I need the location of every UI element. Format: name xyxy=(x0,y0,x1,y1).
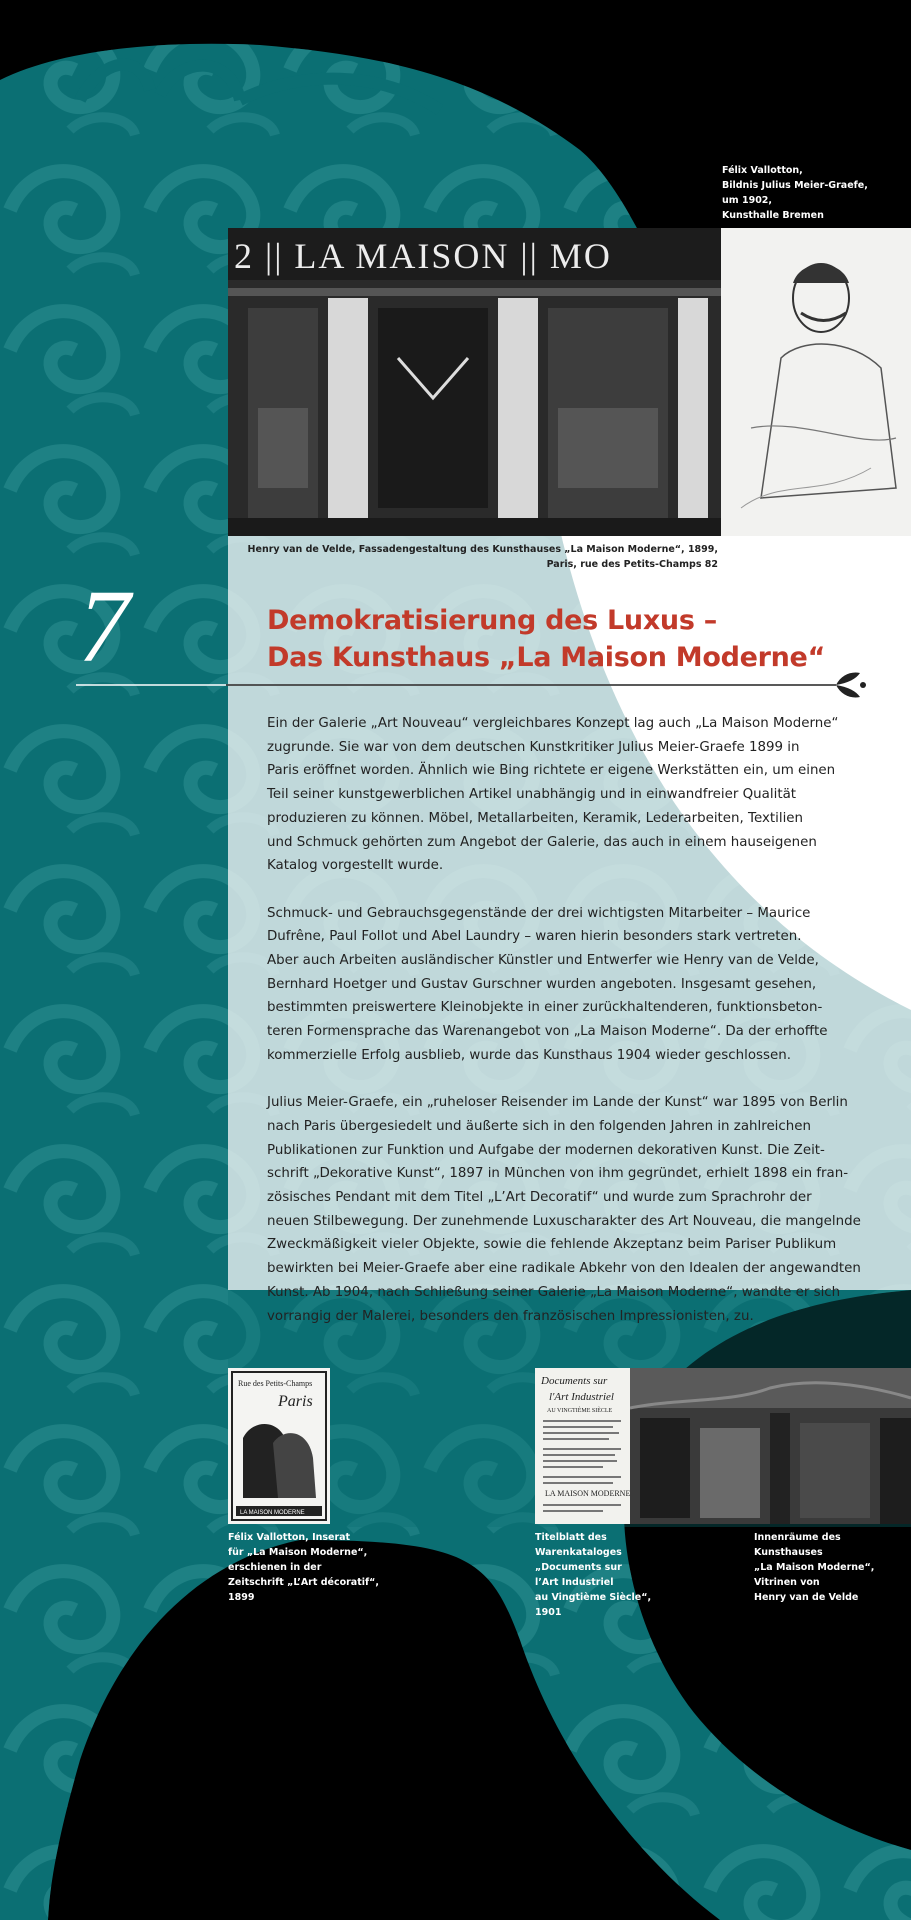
caption-line: l’Art Industriel xyxy=(535,1577,614,1588)
portrait-caption xyxy=(722,163,868,223)
body-text xyxy=(267,712,861,1328)
caption-line: Innenräume des xyxy=(754,1532,841,1543)
poster-footer: LA MAISON MODERNE xyxy=(240,1510,305,1516)
text-line: Kunst. Ab 1904, nach Schließung seiner Galerie „La Maison Moderne“, wandte er sich xyxy=(267,1284,841,1300)
leaf-ornament-icon xyxy=(836,673,866,698)
caption-line: au Vingtième Siècle“, xyxy=(535,1592,652,1603)
text-line: bestimmten preiswertere Kleinobjekte in einer zurückhaltenderen, funktionsbeton- xyxy=(267,1000,823,1016)
caption-line: Vitrinen von xyxy=(754,1577,820,1588)
text-line: vorrangig der Malerei, besonders den französischen Impressionisten, zu. xyxy=(267,1308,754,1324)
text-line: neuen Stilbewegung. Der zunehmende Luxuscharakter des Art Nouveau, die mangelnde xyxy=(267,1213,861,1229)
text-line: Ein der Galerie „Art Nouveau“ vergleichbares Konzept lag auch „La Maison Moderne“ xyxy=(267,716,839,731)
title-rule xyxy=(76,665,876,705)
text-line: Katalog vorgestellt wurde. xyxy=(267,858,444,874)
caption-line: Henry van de Velde, Fassadengestaltung des Kunsthauses „La Maison Moderne“, 1899, xyxy=(247,544,718,555)
catalog-line: LA MAISON MODERNE xyxy=(545,1489,630,1498)
facade-sign-text: 2 || LA MAISON || MO xyxy=(234,236,612,276)
caption-line: Félix Vallotton, Inserat xyxy=(228,1532,351,1543)
text-line: Publikationen zur Funktion und Aufgabe der modernen dekorativen Kunst. Die Zeit- xyxy=(267,1142,825,1158)
text-line: Schmuck- und Gebrauchsgegenstände der drei wichtigsten Mitarbeiter – Maurice xyxy=(267,905,811,921)
caption-line: Kunsthalle Bremen xyxy=(722,210,824,221)
caption-line: Bildnis Julius Meier-Graefe, xyxy=(722,180,868,191)
interior-caption xyxy=(754,1530,904,1605)
text-line: bewirkten bei Meier-Graefe aber eine radikale Abkehr von den Idealen der angewandten xyxy=(267,1261,861,1277)
text-line: und Schmuck gehörten zum Angebot der Galerie, das auch in einem hauseigenen xyxy=(267,834,817,850)
caption-line: 1899 xyxy=(228,1592,255,1603)
text-line: Dufrêne, Paul Follot und Abel Laundry – waren hierin besonders stark vertreten. xyxy=(267,929,802,945)
caption-line: Titelblatt des xyxy=(535,1532,607,1543)
text-line: Zweckmäßigkeit vieler Objekte, sowie die fehlende Akzeptanz beim Pariser Publikum xyxy=(267,1237,837,1253)
title-line: Das Kunsthaus „La Maison Moderne“ xyxy=(267,642,826,673)
catalog-caption xyxy=(535,1530,715,1620)
catalog-line: l'Art Industriel xyxy=(549,1391,614,1403)
paragraph-1 xyxy=(267,712,857,878)
catalog-line: Documents sur xyxy=(541,1375,608,1387)
portrait-sketch xyxy=(721,228,911,536)
caption-line: für „La Maison Moderne“, xyxy=(228,1547,368,1558)
poster-image xyxy=(228,1368,330,1524)
poster-title-line: Rue des Petits-Champs xyxy=(238,1379,313,1388)
caption-line: Paris, rue des Petits-Champs 82 xyxy=(546,559,718,570)
facade-caption xyxy=(228,542,718,572)
text-line: zugrunde. Sie war von dem deutschen Kunstkritiker Julius Meier-Graefe 1899 in xyxy=(267,739,800,755)
text-line: Paris eröffnet worden. Ähnlich wie Bing richtete er eigene Werkstätten ein, um einen xyxy=(267,763,836,779)
caption-line: „Documents sur xyxy=(535,1562,622,1573)
text-line: Julius Meier-Graefe, ein „ruheloser Reisender im Lande der Kunst“ war 1895 von Berlin xyxy=(267,1095,848,1111)
interior-photo xyxy=(630,1368,911,1524)
poster-title-line: Paris xyxy=(278,1393,313,1410)
text-line: teren Formensprache das Warenangebot von „La Maison Moderne“. Da der erhoffte xyxy=(267,1024,828,1040)
text-line: zösisches Pendant mit dem Titel „L’Art Decoratif“ und wurde zum Sprachrohr der xyxy=(267,1190,812,1206)
catalog-cover-image xyxy=(535,1368,630,1524)
catalog-line: AU VINGTIÈME SIÈCLE xyxy=(547,1408,613,1414)
caption-line: erschienen in der xyxy=(228,1562,322,1573)
text-line: Bernhard Hoetger und Gustav Gurschner wurden angeboten. Insgesamt gesehen, xyxy=(267,976,817,992)
text-line: Aber auch Arbeiten ausländischer Künstler und Entwerfer wie Henry van de Velde, xyxy=(267,953,819,969)
caption-line: „La Maison Moderne“, xyxy=(754,1562,875,1573)
facade-photo xyxy=(228,228,721,536)
poster-caption xyxy=(228,1530,418,1605)
section-number: 7 xyxy=(78,569,130,684)
paragraph-3 xyxy=(267,1091,861,1328)
text-line: produzieren zu können. Möbel, Metallarbeiten, Keramik, Lederarbeiten, Textilien xyxy=(267,810,804,826)
text-line: schrift „Dekorative Kunst“, 1897 in München von ihm gegründet, erhielt 1898 ein fran- xyxy=(267,1166,849,1182)
caption-line: Félix Vallotton, xyxy=(722,165,803,176)
caption-line: um 1902, xyxy=(722,195,773,206)
title-line: Demokratisierung des Luxus – xyxy=(267,605,717,636)
text-line: Teil seiner kunstgewerblichen Artikel unabhängig und in einwandfreier Qualität xyxy=(267,787,797,803)
caption-line: Henry van de Velde xyxy=(754,1592,859,1603)
text-line: kommerzielle Erfolg ausblieb, wurde das Kunsthaus 1904 wieder geschlossen. xyxy=(267,1047,791,1063)
caption-line: Warenkataloges xyxy=(535,1547,622,1558)
caption-line: 1901 xyxy=(535,1607,562,1618)
text-line: nach Paris übergesiedelt und äußerte sich in den folgenden Jahren in zahlreichen xyxy=(267,1118,811,1134)
caption-line: Kunsthauses xyxy=(754,1547,823,1558)
paragraph-2 xyxy=(267,902,857,1068)
caption-line: Zeitschrift „L’Art décoratif“, xyxy=(228,1577,379,1588)
